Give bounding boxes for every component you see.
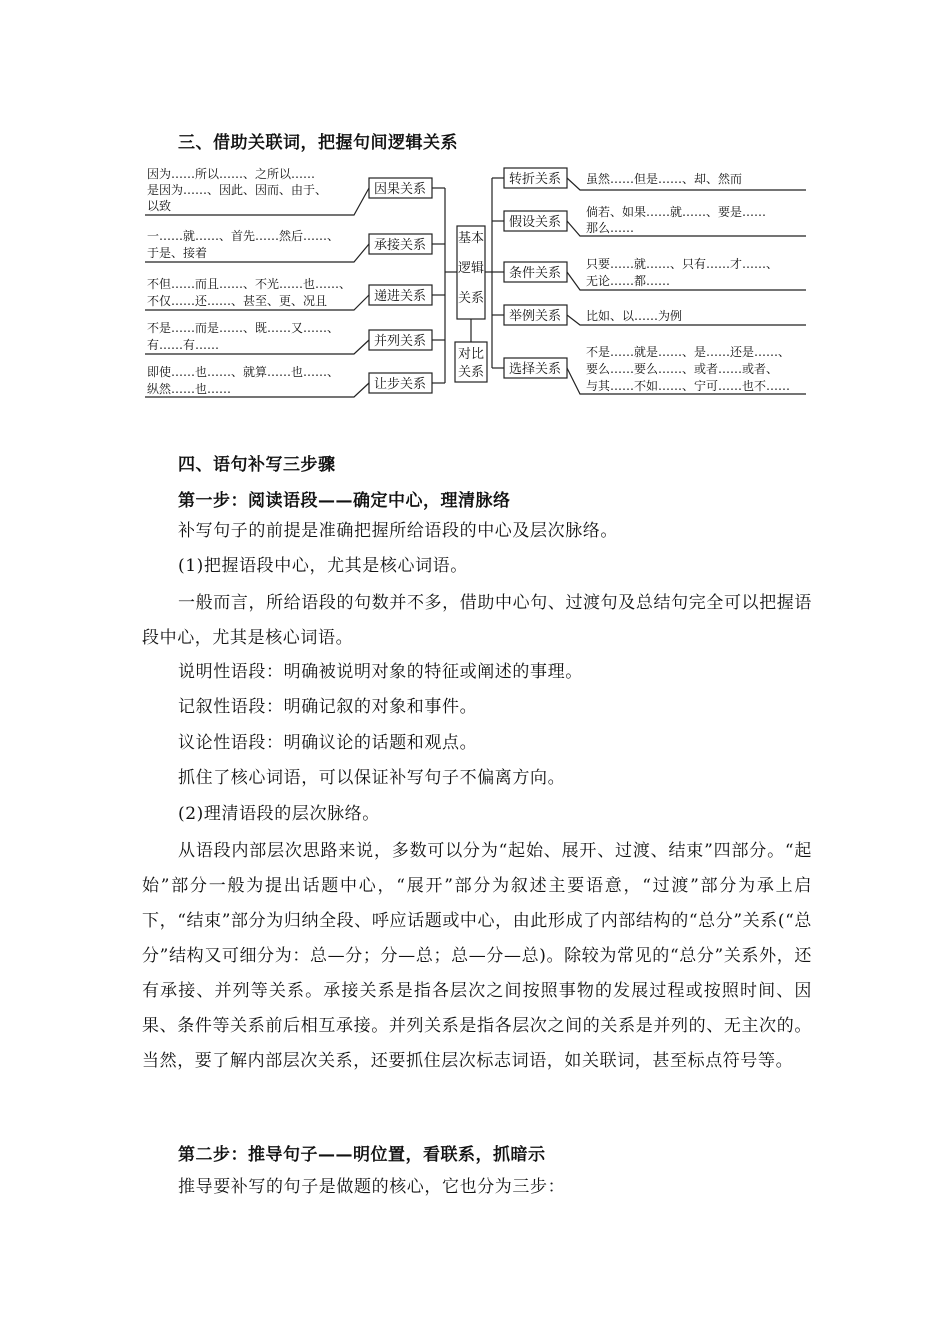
paragraph-5: 记叙性语段：明确记叙的对象和事件。	[178, 697, 478, 717]
paragraph-6: 议论性语段：明确议论的话题和观点。	[178, 733, 478, 753]
paragraph-3: 一般而言，所给语段的句数并不多，借助中心句、过渡句及总结句完全可以把握语段中心，尤其是核心词语。	[142, 593, 812, 648]
concession-text-1: 即使……也……、就算……也……、	[147, 365, 340, 379]
label-progressive: 递进关系	[373, 289, 427, 304]
label-parallel: 并列关系	[373, 334, 427, 349]
section4-title: 四、语句补写三步骤	[178, 455, 336, 475]
choice-text-1: 不是……就是……、是……还是……、	[586, 345, 791, 359]
contrast-label-1: 对比	[457, 347, 485, 362]
center-label-1: 基本	[457, 231, 485, 246]
paragraph-7: 抓住了核心词语，可以保证补写句子不偏离方向。	[178, 768, 566, 788]
center-label-3: 关系	[457, 291, 485, 306]
conditional-text-2: 无论……都……	[586, 274, 671, 288]
parallel-text-1: 不是……而是……、既……又……、	[147, 321, 340, 335]
label-adversative: 转折关系	[508, 172, 562, 187]
label-choice: 选择关系	[508, 362, 562, 377]
label-concession: 让步关系	[373, 377, 427, 392]
causal-text-3: 以致	[147, 199, 172, 213]
succession-text-1: 一……就……、首先……然后……、	[147, 229, 340, 243]
example-text-1: 比如、以……为例	[586, 309, 683, 323]
adversative-text-1: 虽然……但是……、却、然而	[586, 172, 743, 186]
center-label-2: 逻辑	[457, 261, 485, 276]
label-causal: 因果关系	[373, 182, 427, 197]
label-succession: 承接关系	[373, 238, 427, 253]
paragraph-9: 从语段内部层次思路来说，多数可以分为“起始、展开、过渡、结束”四部分。“起始”部分一般为提出话题中心，“展开”部分为叙述主要语意，“过渡”部分为承上启下，“结束”部分为归纳全段、呼应话题或中心，由此形成了内部结构的“总分”关系(“总分”结构又可细分为：总—分；分—总；总—分—总)。除较为常见的“总分”关系外，还有承接、并列等关系。承接关系是指各层次之间按照事物的发展过程或按照时间、因果、条件等关系前后相互承接。并列关系是指各层次之间的关系是并列的、无主次的。当然，要了解内部层次关系，还要抓住层次标志词语，如关联词，甚至标点符号等。	[142, 841, 812, 1071]
progressive-text-1: 不但……而且……、不光……也……、	[147, 277, 352, 291]
conditional-text-1: 只要……就……、只有……才……、	[586, 257, 779, 271]
paragraph-4: 说明性语段：明确被说明对象的特征或阐述的事理。	[178, 662, 583, 682]
choice-text-2: 要么……要么……、或者……或者、	[586, 362, 779, 376]
section3-title: 三、借助关联词，把握句间逻辑关系	[178, 133, 458, 153]
step2-title: 第二步：推导句子——明位置，看联系，抓暗示	[178, 1145, 546, 1165]
progressive-text-2: 不仅……还……、甚至、更、况且	[147, 294, 328, 308]
parallel-text-2: 有……有……	[147, 338, 220, 352]
causal-text-2: 是因为……、因此、因而、由于、	[147, 183, 328, 197]
label-example: 举例关系	[508, 309, 562, 324]
label-hypothetical: 假设关系	[508, 215, 562, 230]
paragraph-2: (1)把握语段中心，尤其是核心词语。	[178, 556, 468, 576]
contrast-label-2: 关系	[457, 365, 485, 380]
succession-text-2: 于是、接着	[147, 246, 208, 260]
choice-text-3: 与其……不如……、宁可……也不……	[586, 379, 791, 393]
paragraph-8: (2)理清语段的层次脉络。	[178, 804, 380, 824]
step1-title: 第一步：阅读语段——确定中心，理清脉络	[178, 491, 511, 511]
hypothetical-text-1: 倘若、如果……就……、要是……	[586, 205, 767, 219]
hypothetical-text-2: 那么……	[586, 221, 635, 235]
paragraph-10: 推导要补写的句子是做题的核心，它也分为三步：	[178, 1177, 566, 1197]
label-conditional: 条件关系	[508, 266, 562, 281]
concession-text-2: 纵然……也……	[147, 382, 232, 396]
logic-relations-diagram	[0, 0, 950, 420]
causal-text-1: 因为……所以……、之所以……	[147, 167, 316, 181]
paragraph-1: 补写句子的前提是准确把握所给语段的中心及层次脉络。	[178, 521, 618, 541]
